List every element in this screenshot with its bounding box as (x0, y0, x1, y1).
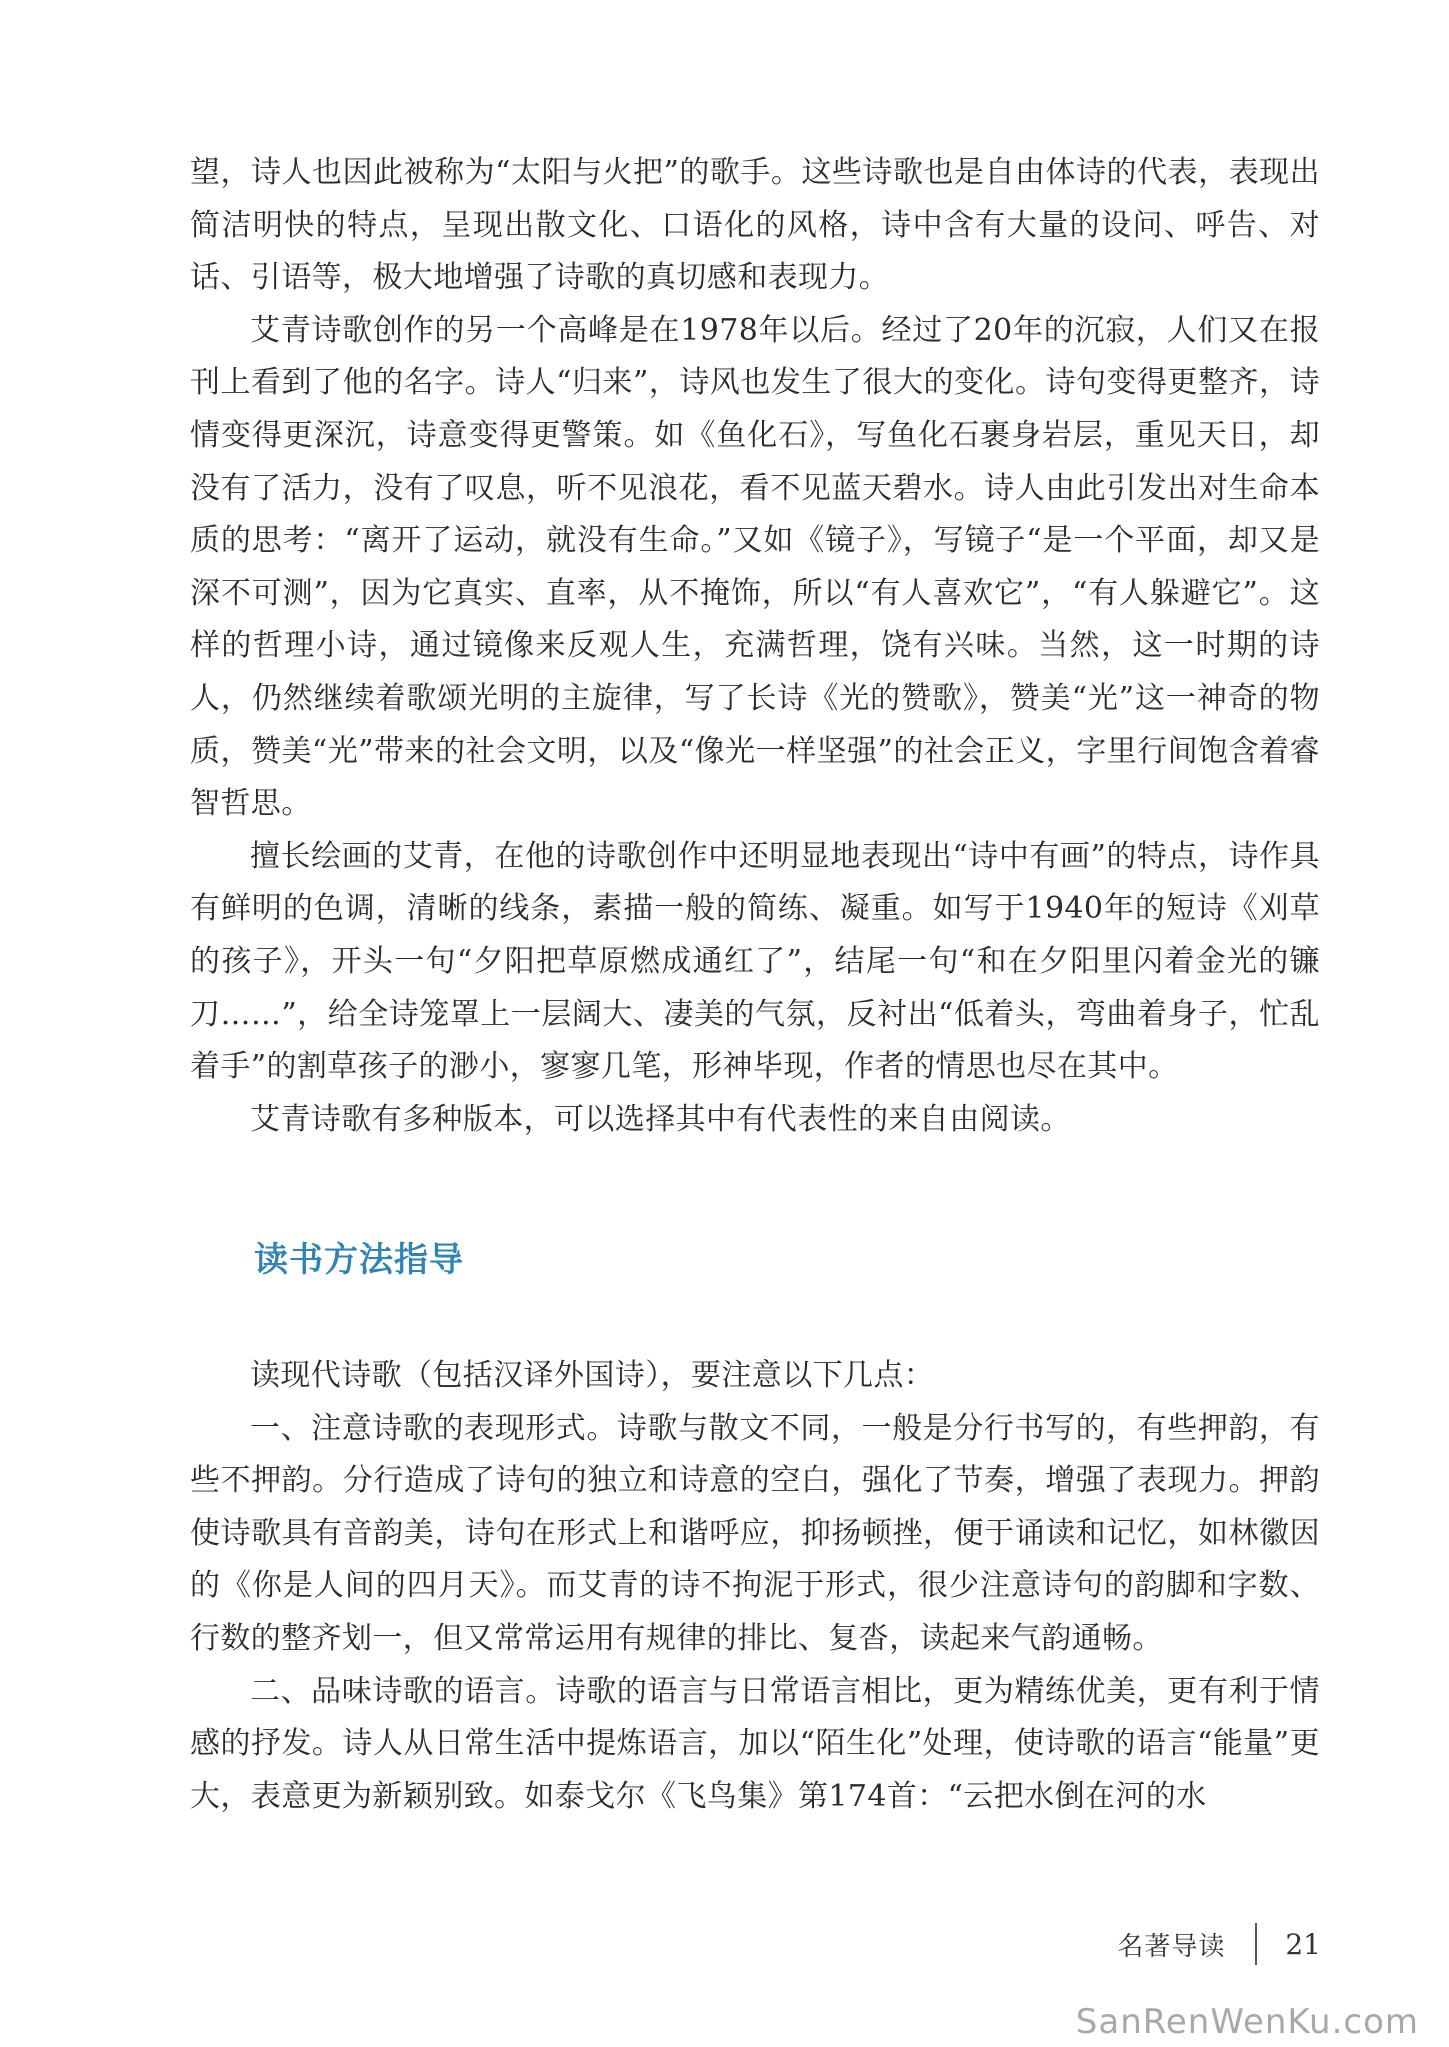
section-heading: 读书方法指导 (254, 1240, 464, 1280)
paragraph: 望，诗人也因此被称为“太阳与火把”的歌手。这些诗歌也是自由体诗的代表，表现出简洁明快的特点，呈现出散文化、口语化的风格，诗中含有大量的设问、呼告、对话、引语等，极大地增强了诗歌的真切感和表现力。 (190, 155, 1320, 296)
body-text-top (190, 147, 1320, 1146)
footer-divider (1255, 1923, 1257, 1965)
page-number: 21 (1285, 1927, 1321, 1961)
paragraph: 读现代诗歌（包括汉译外国诗），要注意以下几点： (250, 1358, 935, 1393)
paragraph: 一、注意诗歌的表现形式。诗歌与散文不同，一般是分行书写的，有些押韵，有些不押韵。分行造成了诗句的独立和诗意的空白，强化了节奏，增强了表现力。押韵使诗歌具有音韵美，诗句在形式上和谐呼应，抑扬顿挫，便于诵读和记忆，如林徽因的《你是人间的四月天》。而艾青的诗不拘泥于形式，很少注意诗句的韵脚和字数、行数的整齐划一，但又常常运用有规律的排比、复沓，读起来气韵通畅。 (190, 1410, 1320, 1656)
paragraph: 艾青诗歌创作的另一个高峰是在1978年以后。经过了20年的沉寂，人们又在报刊上看到了他的名字。诗人“归来”，诗风也发生了很大的变化。诗句变得更整齐，诗情变得更深沉，诗意变得更警策。如《鱼化石》，写鱼化石裹身岩层，重见天日，却没有了活力，没有了叹息，听不见浪花，看不见蓝天碧水。诗人由此引发出对生命本质的思考：“离开了运动，就没有生命。”又如《镜子》，写镜子“是一个平面，却又是深不可测”，因为它真实、直率，从不掩饰，所以“有人喜欢它”，“有人躲避它”。这样的哲理小诗，通过镜像来反观人生，充满哲理，饶有兴味。当然，这一时期的诗人，仍然继续着歌颂光明的主旋律，写了长诗《光的赞歌》，赞美“光”这一神奇的物质，赞美“光”带来的社会文明，以及“像光一样坚强”的社会正义，字里行间饱含着睿智哲思。 (190, 312, 1320, 822)
paragraph: 艾青诗歌有多种版本，可以选择其中有代表性的来自由阅读。 (250, 1101, 1071, 1137)
page-footer (1117, 1922, 1321, 1966)
footer-book-title: 名著导读 (1117, 1931, 1226, 1962)
paragraph: 擅长绘画的艾青，在他的诗歌创作中还明显地表现出“诗中有画”的特点，诗作具有鲜明的色调，清晰的线条，素描一般的简练、凝重。如写于1940年的短诗《刈草的孩子》，开头一句“夕阳把草原燃成通红了”，结尾一句“和在夕阳里闪着金光的镰刀……”，给全诗笼罩上一层阔大、凄美的气氛，反衬出“低着头，弯曲着身子，忙乱着手”的割草孩子的渺小，寥寥几笔，形神毕现，作者的情思也尽在其中。 (190, 838, 1320, 1085)
paragraph: 二、品味诗歌的语言。诗歌的语言与日常语言相比，更为精练优美，更有利于情感的抒发。诗人从日常生活中提炼语言，加以“陌生化”处理，使诗歌的语言“能量”更大，表意更为新颖别致。如泰戈尔《飞鸟集》第174首：“云把水倒在河的水 (190, 1673, 1320, 1814)
body-text-bottom (190, 1350, 1320, 1823)
watermark: SanRenWenKu.com (1075, 2002, 1419, 2042)
